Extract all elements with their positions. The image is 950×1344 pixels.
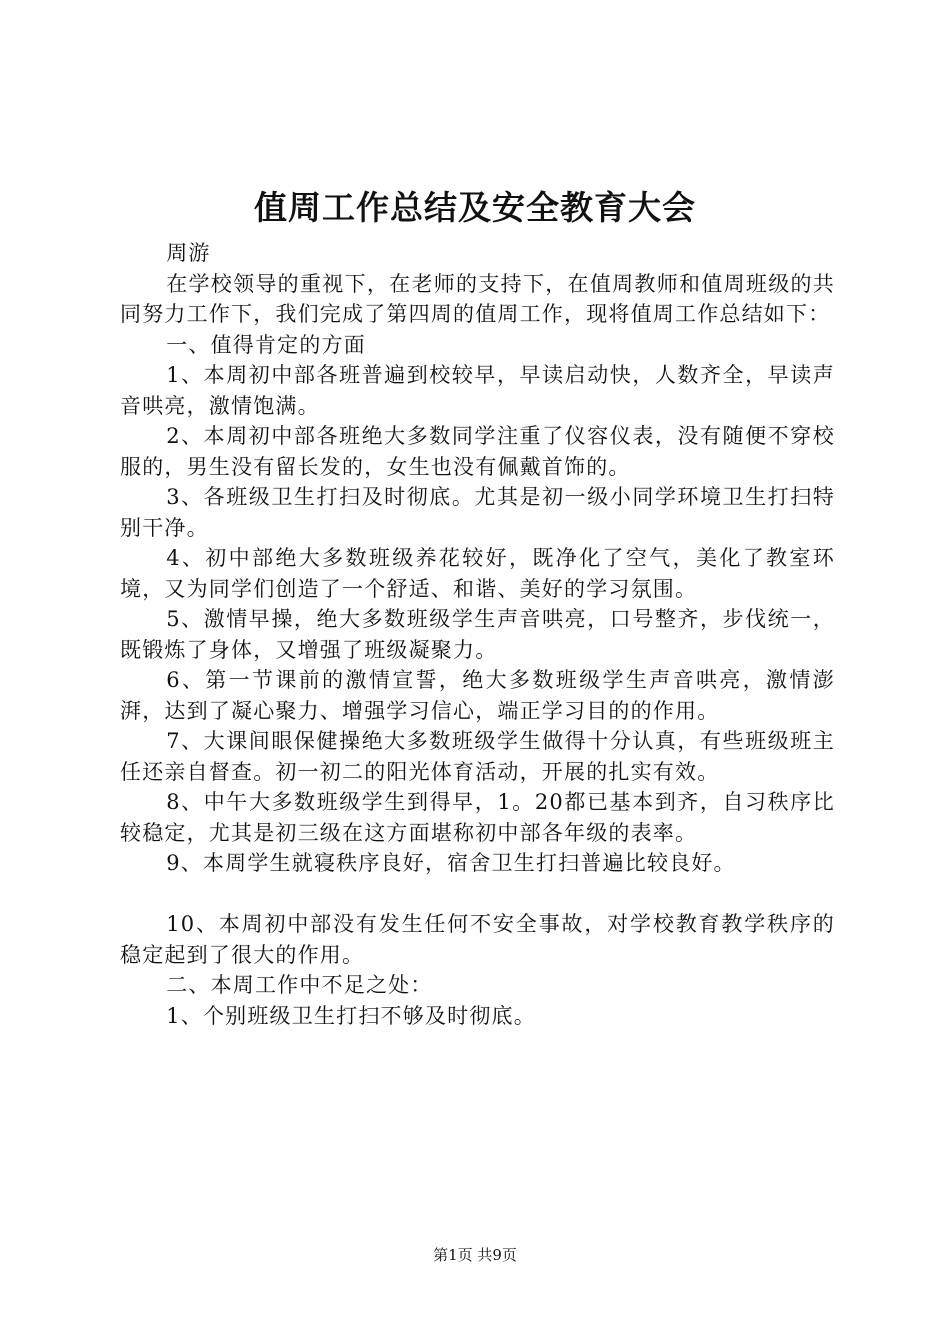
section-heading-positives: 一、值得肯定的方面 — [166, 332, 366, 357]
positive-item-2: 2、本周初中部各班绝大多数同学注重了仪容仪表，没有随便不穿校服的，男生没有留长发的，女生也没有佩戴首饰的。 — [120, 424, 835, 479]
document-title: 值周工作总结及安全教育大会 — [254, 188, 696, 227]
page-footer: 第1页 共9页 — [433, 1246, 517, 1264]
positive-item-9: 9、本周学生就寝秩序良好，宿舍卫生打扫普遍比较良好。 — [166, 851, 736, 875]
positive-item-6: 6、第一节课前的激情宣誓，绝大多数班级学生声音哄亮，激情澎湃，达到了凝心聚力、增强学习信心，端正学习目的的作用。 — [120, 668, 835, 723]
positive-item-3: 3、各班级卫生打扫及时彻底。尤其是初一级小同学环境卫生打扫特别干净。 — [120, 485, 835, 540]
section-heading-shortcomings: 二、本周工作中不足之处： — [166, 973, 433, 997]
blank-line — [120, 879, 835, 910]
positive-item-8: 8、中午大多数班级学生到得早，1。20都已基本到齐，自习秩序比较稳定，尤其是初三级在这方面堪称初中部各年级的表率。 — [120, 790, 835, 845]
intro-paragraph: 在学校领导的重视下，在老师的支持下，在值周教师和值周班级的共同努力工作下，我们完成了第四周的值周工作，现将值周工作总结如下： — [120, 271, 835, 326]
shortcoming-item-1: 1、个别班级卫生打扫不够及时彻底。 — [166, 1003, 536, 1028]
author-line: 周游 — [166, 241, 211, 265]
positive-item-1: 1、本周初中部各班普遍到校较早，早读启动快，人数齐全，早读声音哄亮，激情饱满。 — [120, 363, 835, 418]
positive-item-4: 4、初中部绝大多数班级养花较好，既净化了空气，美化了教室环境，又为同学们创造了一个舒适、和谐、美好的学习氛围。 — [120, 546, 835, 601]
positive-item-5: 5、激情早操，绝大多数班级学生声音哄亮，口号整齐，步伐统一，既锻炼了身体，又增强了班级凝聚力。 — [120, 607, 835, 662]
document-body — [120, 238, 835, 1031]
positive-item-7: 7、大课间眼保健操绝大多数班级学生做得十分认真，有些班级班主任还亲自督查。初一初二的阳光体育活动，开展的扎实有效。 — [120, 729, 835, 784]
positive-item-10: 10、本周初中部没有发生任何不安全事故，对学校教育教学秩序的稳定起到了很大的作用。 — [120, 912, 835, 967]
